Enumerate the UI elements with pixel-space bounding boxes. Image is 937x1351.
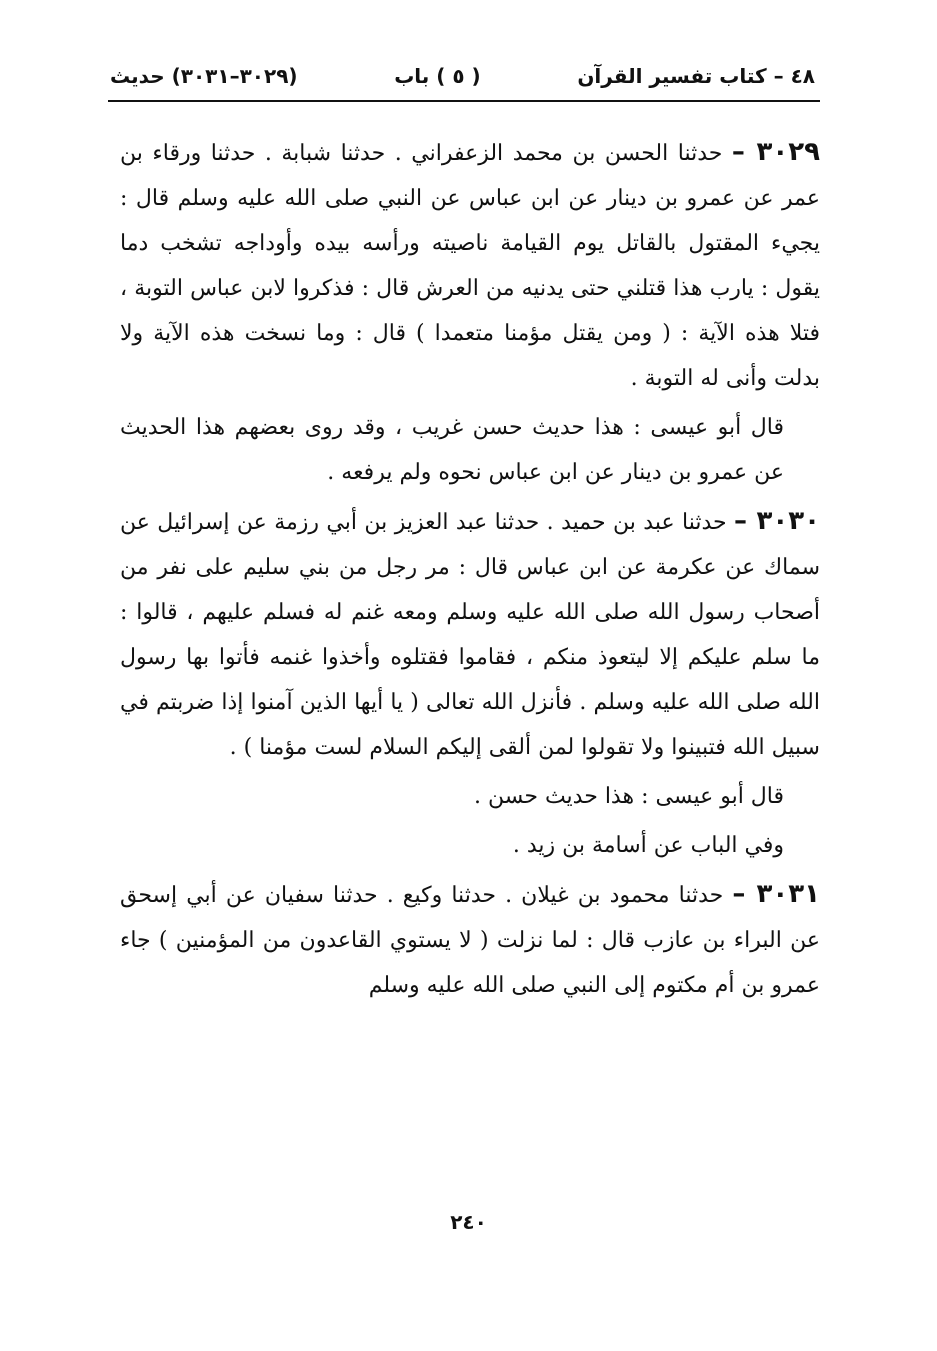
- hadith-text: حدثنا عبد بن حميد . حدثنا عبد العزيز بن أبي رزمة عن إسرائيل عن سماك عن عكرمة عن ابن عباس قال : مر رجل من بني سليم على نفر من أصحاب رسول الله صلى الله عليه وسلم ومعه غنم له فسلم عليهم ، قالوا : ما سلم عليكم إلا ليتعوذ منكم ، فقاموا فقتلوه وأخذوا غنمه فأتوا بها رسول الله صلى الله عليه وسلم . فأنزل الله تعالى ( يا أيها الذين آمنوا إذا ضربتم في سبيل الله فتبينوا ولا تقولوا لمن ألقى إليكم السلام لست مؤمنا ) .: [120, 510, 820, 760]
- hadith-number: ٣٠٣١ –: [732, 879, 821, 909]
- hadith-3031: [120, 872, 820, 1008]
- hadith-text: حدثنا الحسن بن محمد الزعفراني . حدثنا شبابة . حدثنا ورقاء بن عمر عن عمرو بن دينار عن ابن عباس عن النبي صلى الله عليه وسلم قال : يجيء المقتول بالقاتل يوم القيامة ناصيته ورأسه بيده وأوداجه تشخب دما يقول : يارب هذا قتلني حتى يدنيه من العرش قال : فذكروا لابن عباس التوبة ، فتلا هذه الآية : ( ومن يقتل مؤمنا متعمدا ) قال : وما نسخت هذه الآية ولا بدلت وأنى له التوبة .: [120, 141, 820, 391]
- note-text: وفي الباب عن أسامة بن زيد .: [512, 833, 784, 858]
- commentary-text: قال أبو عيسى : هذا حديث حسن .: [474, 784, 784, 809]
- page-number: ٢٤٠: [450, 1210, 487, 1234]
- header-chapter-title: ٤٨ – كتاب تفسير القرآن: [577, 64, 815, 88]
- commentary-3029: [120, 405, 820, 495]
- header-divider: [108, 100, 820, 102]
- running-header: [110, 58, 815, 94]
- header-section: ( ٥ ) باب: [394, 64, 481, 88]
- chapter-note: [120, 823, 820, 868]
- header-hadith-range: (٣٠٢٩–٣٠٣١) حديث: [110, 64, 298, 88]
- commentary-text: قال أبو عيسى : هذا حديث حسن غريب ، وقد روى بعضهم هذا الحديث عن عمرو بن دينار عن ابن عباس نحوه ولم يرفعه .: [120, 415, 784, 485]
- hadith-3029: [120, 130, 820, 401]
- commentary-3030: [120, 774, 820, 819]
- hadith-number: ٣٠٣٠ –: [734, 506, 820, 536]
- hadith-3030: [120, 499, 820, 770]
- hadith-number: ٣٠٢٩ –: [731, 137, 820, 167]
- hadith-text: حدثنا محمود بن غيلان . حدثنا وكيع . حدثنا سفيان عن أبي إسحق عن البراء بن عازب قال : لما نزلت ( لا يستوي القاعدون من المؤمنين ) جاء عمرو بن أم مكتوم إلى النبي صلى الله عليه وسلم: [120, 883, 820, 998]
- page-body: [120, 130, 820, 1012]
